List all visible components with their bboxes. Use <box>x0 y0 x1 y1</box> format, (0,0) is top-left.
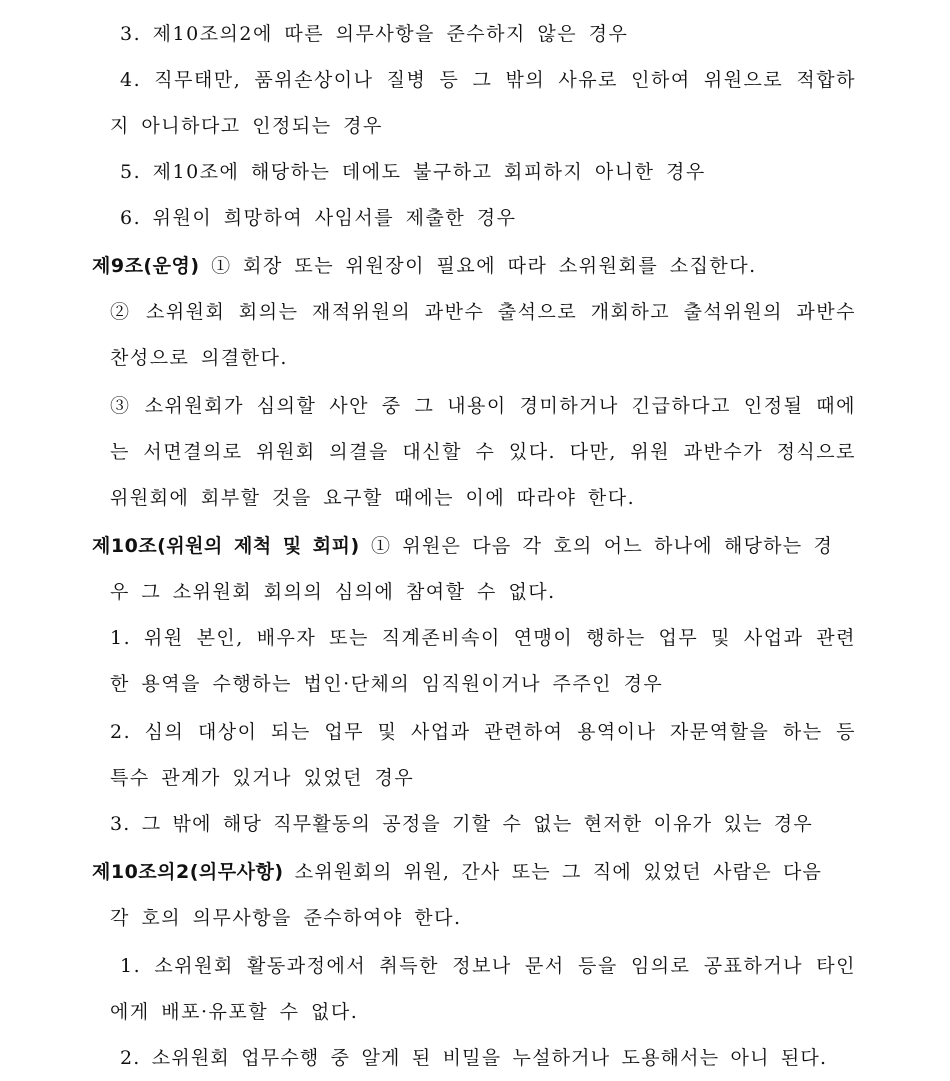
continuation-text: 각 호의 의무사항을 준수하여야 한다. <box>110 907 462 929</box>
continuation-text: 위원회에 회부할 것을 요구할 때에는 이에 따라야 한다. <box>110 487 636 509</box>
continuation-text: 특수 관계가 있거나 있었던 경우 <box>110 767 415 789</box>
continuation-text: 는 서면결의로 위원회 의결을 대신할 수 있다. 다만, 위원 과반수가 정식으로 <box>110 441 856 463</box>
article-text: 소위원회의 위원, 간사 또는 그 직에 있었던 사람은 다음 <box>294 861 823 883</box>
item-line-2 <box>0 1035 950 1081</box>
paragraph-text: ③ 소위원회가 심의할 사안 중 그 내용이 경미하거나 긴급하다고 인정될 때에 <box>110 395 856 417</box>
continuation-line <box>0 569 950 615</box>
paragraph-line <box>110 383 856 429</box>
item-line-1 <box>120 943 856 989</box>
continuation-text: 지 아니하다고 인정되는 경우 <box>110 115 383 137</box>
item-text: 6. 위원이 희망하여 사임서를 제출한 경우 <box>120 207 517 229</box>
continuation-line <box>0 895 950 941</box>
continuation-line <box>0 475 950 521</box>
article-heading: 제10조의2(의무사항) <box>92 861 284 883</box>
continuation-text: 에게 배포·유포할 수 없다. <box>110 1001 359 1023</box>
paragraph-text: 2. 심의 대상이 되는 업무 및 사업과 관련하여 용역이나 자문역할을 하는 등 <box>110 721 856 743</box>
continuation-line <box>0 661 950 707</box>
paragraph-text: ② 소위원회 회의는 재적위원의 과반수 출석으로 개회하고 출석위원의 과반수 <box>110 301 856 323</box>
article-text: ① 회장 또는 위원장이 필요에 따라 소위원회를 소집한다. <box>211 255 757 277</box>
item-text: 3. 제10조의2에 따른 의무사항을 준수하지 않은 경우 <box>120 23 629 45</box>
paragraph-line <box>110 289 856 335</box>
article-heading: 제9조(운영) <box>92 255 200 277</box>
item-text: 4. 직무태만, 품위손상이나 질병 등 그 밖의 사유로 인하여 위원으로 적합하 <box>120 69 856 91</box>
paragraph-line <box>110 709 856 755</box>
article-9-line <box>0 243 950 289</box>
paragraph-text: 3. 그 밖에 해당 직무활동의 공정을 기할 수 없는 현저한 이유가 있는 경우 <box>110 813 813 835</box>
item-text: 5. 제10조에 해당하는 데에도 불구하고 회피하지 아니한 경우 <box>120 161 706 183</box>
item-line-4 <box>120 57 856 103</box>
continuation-line <box>0 989 950 1035</box>
item-line-3 <box>0 11 950 57</box>
continuation-text: 찬성으로 의결한다. <box>110 347 288 369</box>
article-10-line <box>0 523 950 569</box>
continuation-text: 우 그 소위원회 회의의 심의에 참여할 수 없다. <box>110 581 556 603</box>
item-line-6 <box>0 195 950 241</box>
article-10-2-line <box>0 849 950 895</box>
paragraph-text: 1. 위원 본인, 배우자 또는 직계존비속이 연맹이 행하는 업무 및 사업과 관련 <box>110 627 856 649</box>
continuation-text: 한 용역을 수행하는 법인·단체의 임직원이거나 주주인 경우 <box>110 673 664 695</box>
article-text: ① 위원은 다음 각 호의 어느 하나에 해당하는 경 <box>370 535 834 557</box>
item-text: 2. 소위원회 업무수행 중 알게 된 비밀을 누설하거나 도용해서는 아니 된다. <box>120 1047 828 1069</box>
article-heading: 제10조(위원의 제척 및 회피) <box>92 535 360 557</box>
item-text: 1. 소위원회 활동과정에서 취득한 정보나 문서 등을 임의로 공표하거나 타인 <box>120 955 856 977</box>
continuation-line <box>0 755 950 801</box>
item-line-5 <box>0 149 950 195</box>
continuation-line <box>0 335 950 381</box>
continuation-line <box>110 429 856 475</box>
paragraph-line <box>110 615 856 661</box>
paragraph-line <box>0 801 950 847</box>
continuation-line <box>0 103 950 149</box>
